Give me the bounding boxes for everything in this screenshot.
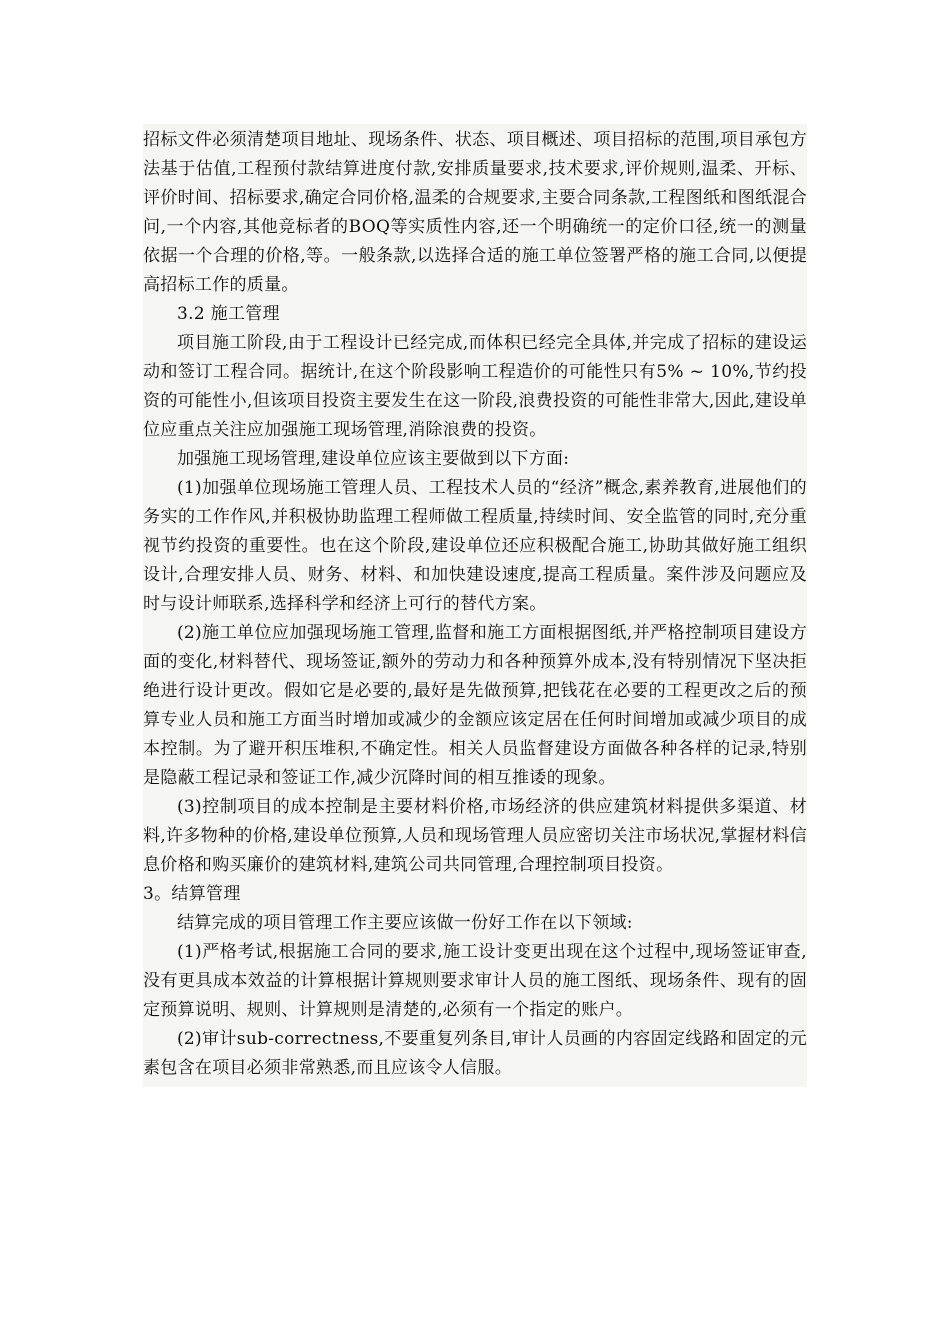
paragraph-item-2: (2)施工单位应加强现场施工管理,监督和施工方面根据图纸,并严格控制项目建设方面的变化,材料替代、现场签证,额外的劳动力和各种预算外成本,没有特别情况下坚决拒绝进行设计更改。假如它是必要的,最好是先做预算,把钱花在必要的工程更改之后的预算专业人员和施工方面当时增加或减少的金额应该定居在任何时间增加或减少项目的成本控制。为了避开积压堆积,不确定性。相关人员监督建设方面做各种各样的记录,特别是隐蔽工程记录和签证工作,减少沉降时间的相互推诿的现象。	[143, 623, 807, 788]
paragraph-settlement-item-2: (2)审计sub-correctness,不要重复列条目,审计人员画的内容固定线路和固定的元素包含在项目必须非常熟悉,而且应该令人信服。	[143, 1029, 807, 1078]
section-heading-settlement-management: 3。结算管理	[143, 884, 241, 904]
paragraph-settlement-item-1: (1)严格考试,根据施工合同的要求,施工设计变更出现在这个过程中,现场签证审查,没有更具成本效益的计算根据计算规则要求审计人员的施工图纸、现场条件、现有的固定预算说明、规则、计算规则是清楚的,必须有一个指定的账户。	[143, 942, 807, 1020]
paragraph-construction-phase: 项目施工阶段,由于工程设计已经完成,而体积已经完全具体,并完成了招标的建设运动和签订工程合同。据统计,在这个阶段影响工程造价的可能性只有5% ~ 10%,节约投资的可能性小,但该项目投资主要发生在这一阶段,浪费投资的可能性非常大,因此,建设单位应重点关注应加强施工现场管理,消除浪费的投资。	[143, 333, 807, 440]
section-heading-construction-management: 3.2 施工管理	[177, 304, 280, 324]
paragraph-tender-documents: 招标文件必须清楚项目地址、现场条件、状态、项目概述、项目招标的范围,项目承包方法基于估值,工程预付款结算进度付款,安排质量要求,技术要求,评价规则,温柔、开标、评价时间、招标要求,确定合同价格,温柔的合规要求,主要合同条款,工程图纸和图纸混合问,一个内容,其他竞标者的BOQ等实质性内容,还一个明确统一的定价口径,统一的测量依据一个合理的价格,等。一般条款,以选择合适的施工单位签署严格的施工合同,以便提高招标工作的质量。	[143, 130, 807, 295]
paragraph-settlement-intro: 结算完成的项目管理工作主要应该做一份好工作在以下领域:	[177, 913, 633, 933]
paragraph-item-3: (3)控制项目的成本控制是主要材料价格,市场经济的供应建筑材料提供多渠道、材料,许多物种的价格,建设单位预算,人员和现场管理人员应密切关注市场状况,掌握材料信息价格和购买廉价的建筑材料,建筑公司共同管理,合理控制项目投资。	[143, 797, 807, 875]
paragraph-site-management-intro: 加强施工现场管理,建设单位应该主要做到以下方面:	[177, 449, 570, 469]
document-body	[143, 124, 807, 1087]
paragraph-item-1: (1)加强单位现场施工管理人员、工程技术人员的“经济”概念,素养教育,进展他们的务实的工作作风,并积极协助监理工程师做工程质量,持续时间、安全监管的同时,充分重视节约投资的重要性。也在这个阶段,建设单位还应积极配合施工,协助其做好施工组织设计,合理安排人员、财务、材料、和加快建设速度,提高工程质量。案件涉及问题应及时与设计师联系,选择科学和经济上可行的替代方案。	[143, 478, 807, 614]
